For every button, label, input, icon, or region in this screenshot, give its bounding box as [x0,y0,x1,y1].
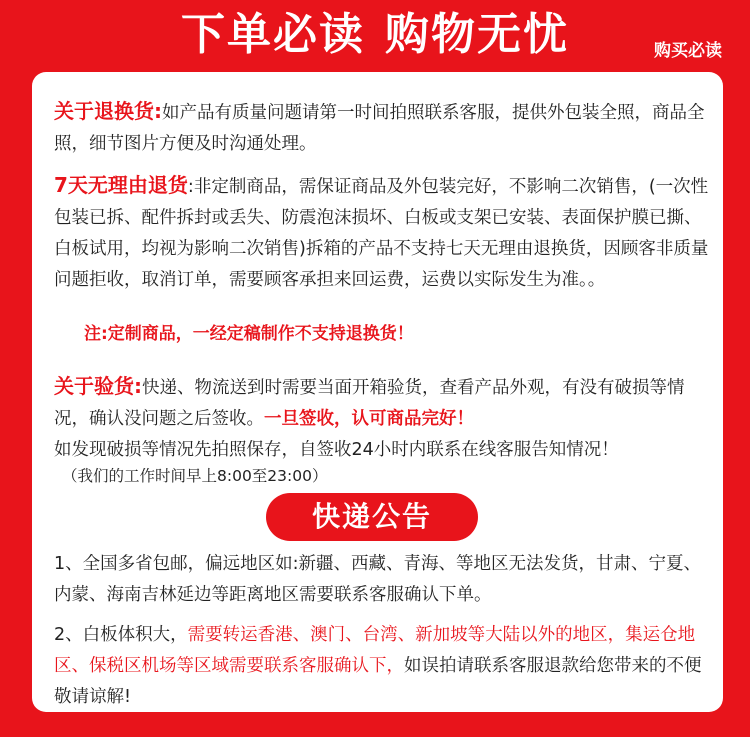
seven-day-section [54,170,714,296]
content-card [32,72,723,712]
title-part-2: 购物无忧 [385,9,569,60]
inspection-heading: 关于验货: [54,374,142,398]
inspection-section [54,371,714,466]
notice-item-2 [54,620,714,713]
custom-product-note: 注:定制商品，一经定稿制作不支持退换货！ [84,324,414,344]
page-title [0,2,750,68]
seven-day-heading: 7天无理由退货 [54,173,188,197]
notice-item-2-prefix: 2、白板体积大， [54,625,188,645]
returns-text: 如产品有质量问题请第一时间拍照联系客服，提供外包装全照，商品全照，细节图片方便及时沟通处理。 [54,103,705,154]
working-hours: （我们的工作时间早上8:00至23:00） [62,467,328,485]
inspection-text: 快递、物流送到时需要当面开箱验货，查看产品外观，有没有破损等情况，确认没问题之后签收。 [54,378,685,429]
seven-day-text: :非定制商品，需保证商品及外包装完好，不影响二次销售，(一次性包装已拆、配件拆封或丢失、防震泡沫损坏、白板或支架已安装、表面保护膜已撕、白板试用，均视为影响二次销售)拆箱的产品不支持七天无理由退换货，因顾客非质量问题拒收，取消订单，需要顾客承担来回运费，运费以实际发生为准。。 [54,177,709,290]
notice-item-2-suffix: 如误拍请联系客服退款给您带来的不便敬请谅解! [54,656,702,707]
notice-item-2-highlight: 需要转运香港、澳门、台湾、新加坡等大陆以外的地区，集运仓地区、保税区机场等区域需要联系客服确认下， [54,625,696,676]
notice-item-1 [54,549,714,611]
returns-section [54,96,714,160]
notice-title-pill: 快递公告 [266,493,478,541]
title-part-1: 下单必读 [181,9,365,60]
purchase-notice-tag: 购买必读 [654,41,722,61]
notice-item-1-text: 1、全国多省包邮，偏远地区如:新疆、西藏、青海、等地区无法发货，甘肃、宁夏、内蒙、海南吉林延边等距离地区需要联系客服确认下单。 [54,554,702,605]
inspection-damage-text: 如发现破损等情况先拍照保存，自签收24小时内联系在线客服告知情况！ [54,440,619,460]
returns-heading: 关于退换货: [54,99,162,123]
inspection-highlight: 一旦签收，认可商品完好！ [264,409,474,429]
header-banner [0,0,750,72]
